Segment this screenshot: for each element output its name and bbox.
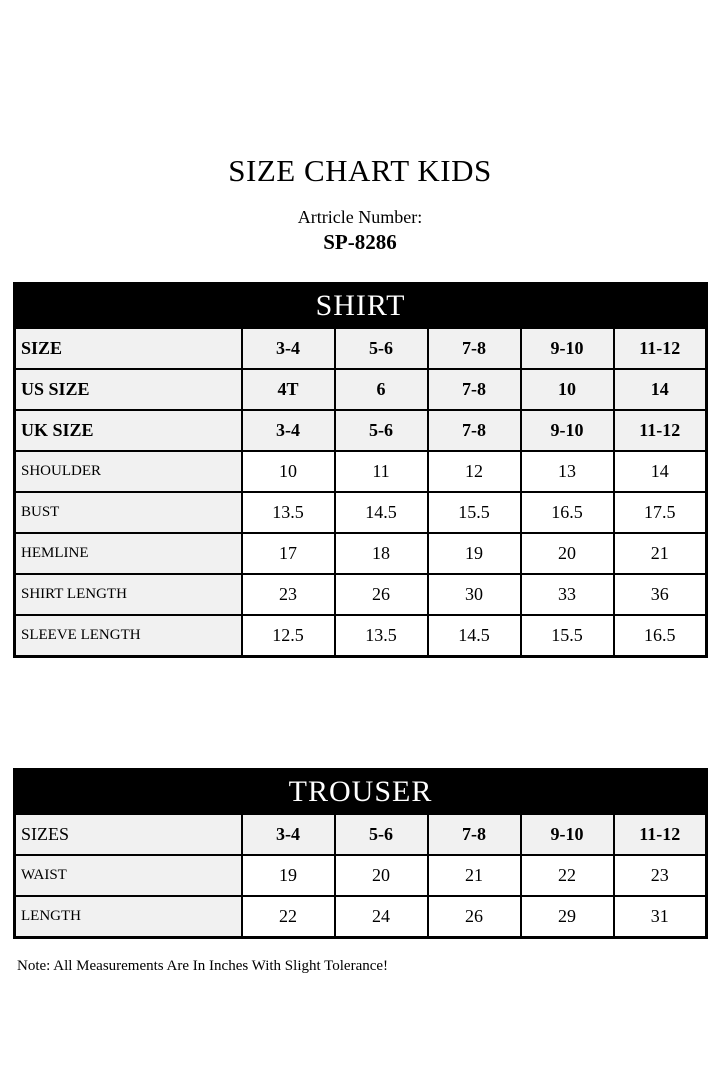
cell-value: 11-12 xyxy=(614,410,707,451)
table-row-us-size xyxy=(15,369,707,410)
cell-value: 26 xyxy=(428,896,521,938)
row-label: HEMLINE xyxy=(15,533,242,574)
cell-value: 12.5 xyxy=(242,615,335,657)
cell-value: 11 xyxy=(335,451,428,492)
cell-value: 13.5 xyxy=(335,615,428,657)
page-title: SIZE CHART KIDS xyxy=(228,153,492,188)
trouser-table-title: TROUSER xyxy=(15,770,707,815)
article-number-value: SP-8286 xyxy=(323,230,397,254)
cell-value: 11-12 xyxy=(614,814,707,855)
shirt-table-title: SHIRT xyxy=(15,284,707,329)
row-label: SIZES xyxy=(15,814,242,855)
table-row-shirt-length xyxy=(15,574,707,615)
trouser-size-table xyxy=(13,768,708,939)
row-label: US SIZE xyxy=(15,369,242,410)
cell-value: 14 xyxy=(614,451,707,492)
cell-value: 33 xyxy=(521,574,614,615)
cell-value: 24 xyxy=(335,896,428,938)
cell-value: 3-4 xyxy=(242,410,335,451)
cell-value: 16.5 xyxy=(521,492,614,533)
cell-value: 13 xyxy=(521,451,614,492)
cell-value: 9-10 xyxy=(521,410,614,451)
cell-value: 15.5 xyxy=(521,615,614,657)
cell-value: 14.5 xyxy=(335,492,428,533)
table-row-hemline xyxy=(15,533,707,574)
cell-value: 31 xyxy=(614,896,707,938)
cell-value: 5-6 xyxy=(335,814,428,855)
cell-value: 10 xyxy=(521,369,614,410)
cell-value: 26 xyxy=(335,574,428,615)
cell-value: 22 xyxy=(521,855,614,896)
table-row-length xyxy=(15,896,707,938)
cell-value: 36 xyxy=(614,574,707,615)
cell-value: 19 xyxy=(428,533,521,574)
measurement-note: Note: All Measurements Are In Inches With Slight Tolerance! xyxy=(17,958,389,974)
cell-value: 6 xyxy=(335,369,428,410)
cell-value: 13.5 xyxy=(242,492,335,533)
cell-value: 5-6 xyxy=(335,410,428,451)
shirt-table-header-row xyxy=(15,284,707,329)
cell-value: 19 xyxy=(242,855,335,896)
cell-value: 23 xyxy=(614,855,707,896)
row-label: SIZE xyxy=(15,328,242,369)
cell-value: 3-4 xyxy=(242,814,335,855)
cell-value: 16.5 xyxy=(614,615,707,657)
cell-value: 20 xyxy=(521,533,614,574)
cell-value: 7-8 xyxy=(428,814,521,855)
trouser-table-header-row xyxy=(15,770,707,815)
cell-value: 5-6 xyxy=(335,328,428,369)
cell-value: 14.5 xyxy=(428,615,521,657)
cell-value: 18 xyxy=(335,533,428,574)
cell-value: 29 xyxy=(521,896,614,938)
row-label: UK SIZE xyxy=(15,410,242,451)
table-row-waist xyxy=(15,855,707,896)
table-row-shoulder xyxy=(15,451,707,492)
cell-value: 17.5 xyxy=(614,492,707,533)
cell-value: 22 xyxy=(242,896,335,938)
row-label: WAIST xyxy=(15,855,242,896)
row-label: SHOULDER xyxy=(15,451,242,492)
cell-value: 9-10 xyxy=(521,814,614,855)
cell-value: 17 xyxy=(242,533,335,574)
cell-value: 12 xyxy=(428,451,521,492)
cell-value: 20 xyxy=(335,855,428,896)
cell-value: 21 xyxy=(428,855,521,896)
cell-value: 23 xyxy=(242,574,335,615)
table-row-size xyxy=(15,328,707,369)
cell-value: 4T xyxy=(242,369,335,410)
cell-value: 11-12 xyxy=(614,328,707,369)
shirt-size-table xyxy=(13,282,708,658)
cell-value: 10 xyxy=(242,451,335,492)
table-row-bust xyxy=(15,492,707,533)
cell-value: 7-8 xyxy=(428,369,521,410)
table-row-uk-size xyxy=(15,410,707,451)
cell-value: 7-8 xyxy=(428,410,521,451)
cell-value: 7-8 xyxy=(428,328,521,369)
cell-value: 15.5 xyxy=(428,492,521,533)
cell-value: 30 xyxy=(428,574,521,615)
table-row-sleeve-length xyxy=(15,615,707,657)
row-label: SLEEVE LENGTH xyxy=(15,615,242,657)
table-row-sizes xyxy=(15,814,707,855)
cell-value: 3-4 xyxy=(242,328,335,369)
cell-value: 21 xyxy=(614,533,707,574)
row-label: SHIRT LENGTH xyxy=(15,574,242,615)
row-label: LENGTH xyxy=(15,896,242,938)
cell-value: 9-10 xyxy=(521,328,614,369)
row-label: BUST xyxy=(15,492,242,533)
cell-value: 14 xyxy=(614,369,707,410)
article-number-label: Artricle Number: xyxy=(297,207,423,227)
